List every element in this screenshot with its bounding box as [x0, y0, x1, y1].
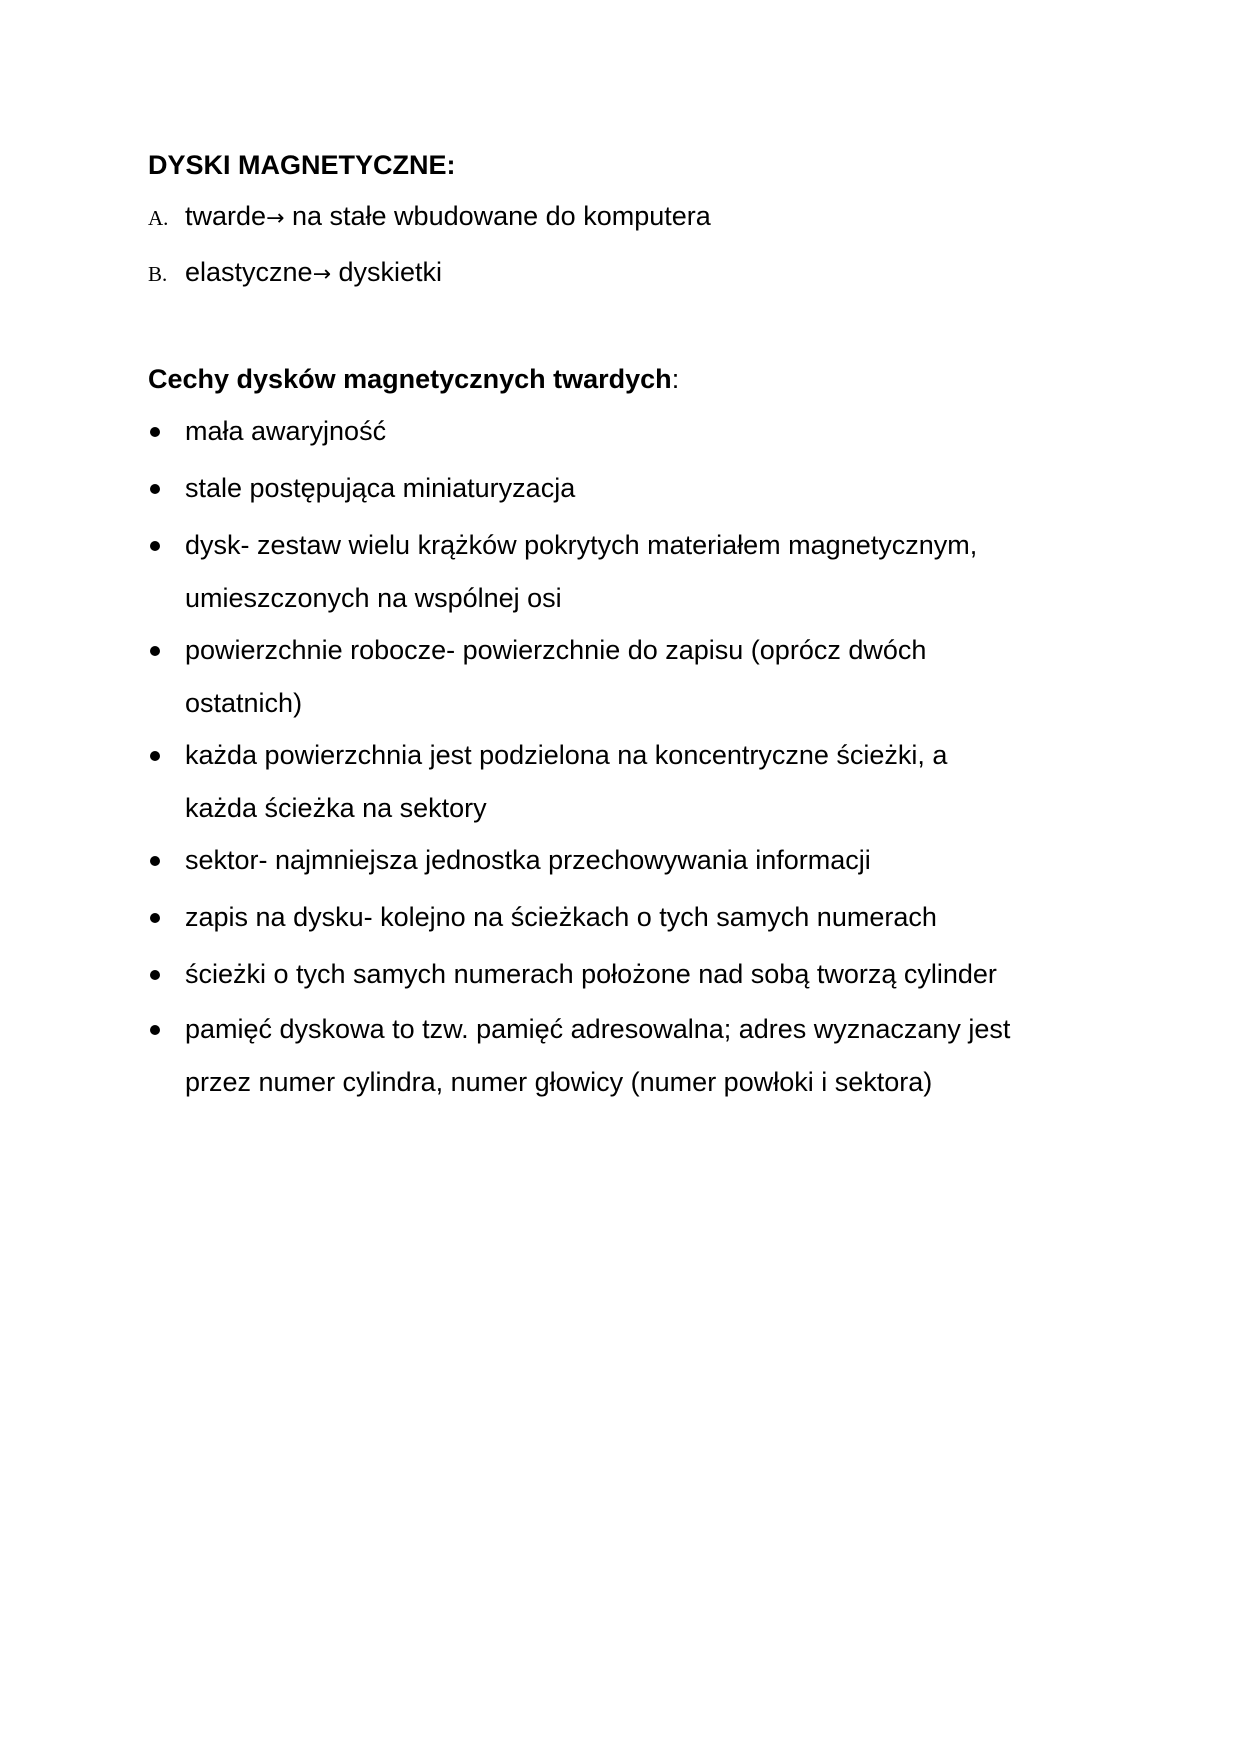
bullet-icon — [150, 913, 160, 923]
bullet-icon — [150, 427, 160, 437]
arrow-right-icon: → — [312, 262, 332, 287]
list-item: każda powierzchnia jest podzielona na koncentryczne ścieżki, a — [185, 740, 948, 770]
list-marker-b: B. — [148, 262, 168, 286]
list-item-floppy-disks — [185, 259, 442, 286]
section-heading-hard-disk-features — [148, 366, 679, 393]
item-text: dyskietki — [331, 257, 443, 287]
bullet-icon — [150, 970, 160, 980]
list-item-continuation: każda ścieżka na sektory — [185, 793, 487, 823]
list-item: pamięć dyskowa to tzw. pamięć adresowalna; adres wyznaczany jest — [185, 1014, 1011, 1044]
list-marker-a: A. — [148, 206, 169, 230]
heading-colon: : — [671, 364, 680, 394]
heading-text: DYSKI MAGNETYCZNE: — [148, 150, 456, 180]
list-item: mała awaryjność — [185, 416, 387, 446]
list-item: zapis na dysku- kolejno na ścieżkach o tych samych numerach — [185, 902, 937, 932]
bullet-icon — [150, 541, 160, 551]
list-item-hard-disks — [185, 203, 711, 230]
list-item: stale postępująca miniaturyzacja — [185, 473, 576, 503]
bullet-icon — [150, 646, 160, 656]
bullet-icon — [150, 751, 160, 761]
item-text: na stałe wbudowane do komputera — [284, 201, 711, 231]
list-item: powierzchnie robocze- powierzchnie do zapisu (oprócz dwóch — [185, 635, 927, 665]
bullet-icon — [150, 856, 160, 866]
section-heading-disks — [148, 152, 456, 179]
list-item: ścieżki o tych samych numerach położone nad sobą tworzą cylinder — [185, 959, 997, 989]
item-text: twarde — [185, 201, 267, 231]
heading-text: Cechy dysków magnetycznych twardych — [148, 364, 672, 394]
list-item-continuation: ostatnich) — [185, 688, 303, 718]
list-item: dysk- zestaw wielu krążków pokrytych materiałem magnetycznym, — [185, 530, 978, 560]
arrow-right-icon: → — [266, 206, 285, 231]
list-item-continuation: przez numer cylindra, numer głowicy (numer powłoki i sektora) — [185, 1067, 933, 1097]
item-text: elastyczne — [185, 257, 313, 287]
bullet-icon — [150, 1025, 160, 1035]
list-item-continuation: umieszczonych na wspólnej osi — [185, 583, 562, 613]
bullet-icon — [150, 484, 160, 494]
list-item: sektor- najmniejsza jednostka przechowywania informacji — [185, 845, 871, 875]
